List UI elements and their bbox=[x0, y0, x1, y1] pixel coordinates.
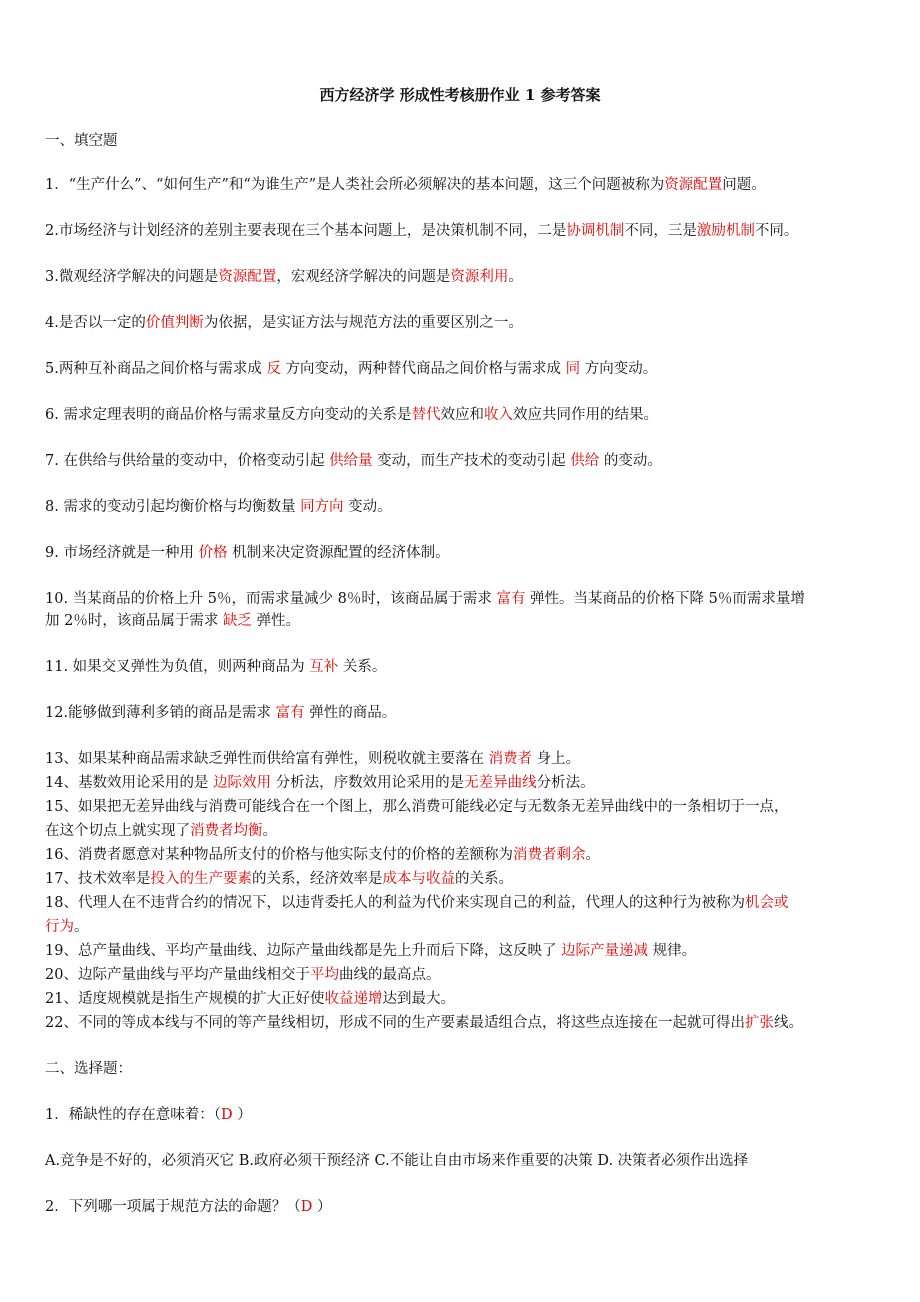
fill-question-10: 10. 当某商品的价格上升 5％，而需求量减少 8％时，该商品属于需求 富有 弹性。当某商品的价格下降 5％而需求量增 bbox=[45, 591, 805, 607]
fill-question-18: 18、代理人在不违背合约的情况下，以违背委托人的利益为代价来实现自己的利益，代理人的这种行为被称为机会或 bbox=[45, 895, 789, 911]
answer: 收益递增 bbox=[324, 991, 383, 1007]
fill-question-2: 2.市场经济与计划经济的差别主要表现在三个基本问题上，是决策机制不同，二是协调机制不同，三是激励机制不同。 bbox=[45, 223, 799, 239]
answer: 互补 bbox=[309, 659, 339, 675]
answer: 激励机制 bbox=[696, 223, 755, 239]
fill-question-15: 15、如果把无差异曲线与消费可能线合在一个图上，那么消费可能线必定与无数条无差异曲线中的一条相切于一点， bbox=[45, 799, 789, 815]
fill-question-19: 19、总产量曲线、平均产量曲线、边际产量曲线都是先上升而后下降，这反映了 边际产量递减 规律。 bbox=[45, 943, 697, 959]
answer: 替代 bbox=[411, 407, 441, 423]
answer: 供给 bbox=[570, 453, 600, 469]
answer: 消费者剩余 bbox=[512, 847, 586, 863]
fill-question-1: 1．“生产什么”、“如何生产”和“为谁生产”是人类社会所必须解决的基本问题，这三个问题被称为资源配置问题。 bbox=[45, 177, 766, 193]
answer: 资源利用 bbox=[450, 269, 509, 285]
section-heading-fill: 一、填空题 bbox=[45, 133, 118, 149]
fill-question-3: 3.微观经济学解决的问题是资源配置，宏观经济学解决的问题是资源利用。 bbox=[45, 269, 523, 285]
answer: 富有 bbox=[496, 591, 526, 607]
fill-question-16: 16、消费者愿意对某种物品所支付的价格与他实际支付的价格的差额称为消费者剩余。 bbox=[45, 847, 600, 863]
answer: 资源配置 bbox=[664, 177, 723, 193]
answer: 边际效用 bbox=[213, 775, 272, 791]
answer: 成本与收益 bbox=[382, 871, 455, 887]
fill-question-20: 20、边际产量曲线与平均产量曲线相交于平均曲线的最高点。 bbox=[45, 967, 441, 983]
section-heading-choice: 二、选择题： bbox=[45, 1061, 132, 1077]
fill-question-11: 11. 如果交叉弹性为负值，则两种商品为 互补 关系。 bbox=[45, 659, 387, 675]
answer: 消费者均衡 bbox=[190, 823, 263, 839]
answer: 投入的生产要素 bbox=[150, 871, 252, 887]
answer: 缺乏 bbox=[222, 613, 252, 629]
choice-question-1: 1．稀缺性的存在意味着：（D ） bbox=[45, 1107, 252, 1123]
answer: 协调机制 bbox=[566, 223, 625, 239]
fill-question-7: 7. 在供给与供给量的变动中，价格变动引起 供给量 变动，而生产技术的变动引起 供给 的变动。 bbox=[45, 453, 662, 469]
answer: 同 bbox=[565, 361, 581, 377]
answer: 富有 bbox=[275, 705, 305, 721]
choice-question-1-options: A.竞争是不好的，必须消灭它 B.政府必须干预经济 C.不能让自由市场来作重要的决策 D. 决策者必须作出选择 bbox=[45, 1153, 749, 1169]
fill-question-5: 5.两种互补商品之间价格与需求成 反 方向变动，两种替代商品之间价格与需求成 同 方向变动。 bbox=[45, 361, 658, 377]
answer: 扩张 bbox=[744, 1015, 774, 1031]
answer: 供给量 bbox=[329, 453, 373, 469]
document-title: 西方经济学 形成性考核册作业 1 参考答案 bbox=[319, 86, 601, 104]
fill-question-14: 14、基数效用论采用的是 边际效用 分析法，序数效用论采用的是无差异曲线分析法。 bbox=[45, 775, 595, 791]
fill-question-15-cont: 在这个切点上就实现了消费者均衡。 bbox=[45, 823, 277, 839]
answer: 反 bbox=[266, 361, 281, 377]
fill-question-21: 21、适度规模就是指生产规模的扩大正好使收益递增达到最大。 bbox=[45, 991, 455, 1007]
answer: 行为 bbox=[45, 919, 74, 935]
fill-question-22: 22、不同的等成本线与不同的等产量线相切，形成不同的生产要素最适组合点，将这些点连接在一起就可得出扩张线。 bbox=[45, 1015, 803, 1031]
answer: 边际产量递减 bbox=[561, 943, 649, 959]
answer: 无差异曲线 bbox=[464, 775, 537, 791]
answer: 资源配置 bbox=[218, 269, 277, 285]
fill-question-12: 12.能够做到薄利多销的商品是需求 富有 弹性的商品。 bbox=[45, 705, 397, 721]
answer: 平均 bbox=[309, 967, 339, 983]
fill-question-17: 17、技术效率是投入的生产要素的关系，经济效率是成本与收益的关系。 bbox=[45, 871, 513, 887]
answer: 价格 bbox=[198, 545, 228, 561]
fill-question-4: 4.是否以一定的价值判断为依据，是实证方法与规范方法的重要区别之一。 bbox=[45, 315, 523, 331]
answer: 价值判断 bbox=[145, 315, 204, 331]
fill-question-10-cont: 加 2％时，该商品属于需求 缺乏 弹性。 bbox=[45, 613, 301, 629]
fill-question-6: 6. 需求定理表明的商品价格与需求量反方向变动的关系是替代效应和收入效应共同作用的结果。 bbox=[45, 407, 658, 423]
fill-question-18-cont: 行为。 bbox=[45, 919, 89, 935]
answer: D bbox=[300, 1199, 313, 1215]
answer: D bbox=[220, 1107, 233, 1123]
fill-question-13: 13、如果某种商品需求缺乏弹性而供给富有弹性，则税收就主要落在 消费者 身上。 bbox=[45, 751, 581, 767]
answer: 同方向 bbox=[300, 499, 344, 515]
fill-question-8: 8. 需求的变动引起均衡价格与均衡数量 同方向 变动。 bbox=[45, 499, 392, 515]
answer: 消费者 bbox=[488, 751, 533, 767]
answer: 机会或 bbox=[744, 895, 789, 911]
answer: 收入 bbox=[483, 407, 513, 423]
fill-question-9: 9. 市场经济就是一种用 价格 机制来决定资源配置的经济体制。 bbox=[45, 545, 450, 561]
choice-question-2: 2．下列哪一项属于规范方法的命题？（D ） bbox=[45, 1199, 332, 1215]
